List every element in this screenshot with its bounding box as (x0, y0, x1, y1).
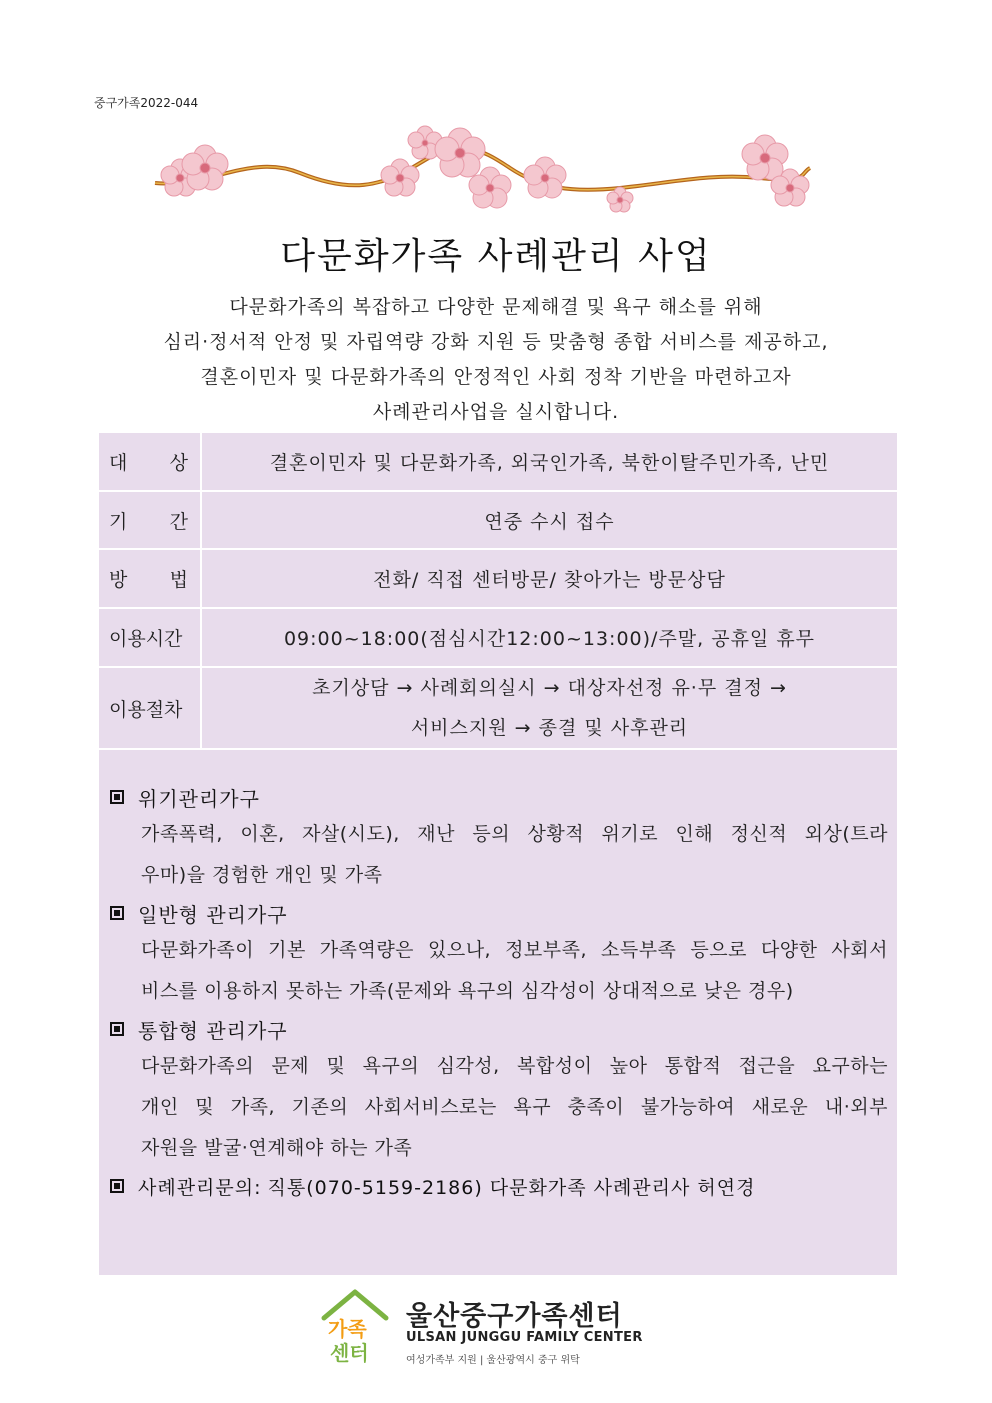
intro-line: 결혼이민자 및 다문화가족의 안정적인 사회 정착 기반을 마련하고자 (200, 366, 792, 388)
section-heading-general (108, 896, 888, 930)
section-line: 다문화가족의 문제 및 욕구의 심각성, 복합성이 높아 통합적 접근을 요구하는 (141, 1055, 888, 1077)
hours-value: 09:00~18:00(점심시간12:00~13:00)/주말, 공휴일 휴무 (201, 608, 897, 667)
family-center-logo-icon (318, 1288, 392, 1366)
info-row-target (99, 433, 897, 491)
page-title: 다문화가족 사례관리 사업 (280, 236, 712, 277)
document-code: 중구가족2022-044 (94, 96, 199, 110)
footer-logo (318, 1288, 658, 1370)
intro-paragraph (90, 290, 902, 430)
target-value: 결혼이민자 및 다문화가족, 외국인가족, 북한이탈주민가족, 난민 (201, 433, 897, 491)
info-row-hours (99, 608, 897, 667)
section-heading-integrated (108, 1012, 888, 1046)
section-line: 우마)을 경험한 개인 및 가족 (141, 864, 383, 886)
section-line: 가족폭력, 이혼, 자살(시도), 재난 등의 상황적 위기로 인해 정신적 외상(트라 (141, 823, 888, 845)
period-label: 기 간 (99, 491, 201, 549)
square-bullet-icon (110, 790, 124, 804)
method-value: 전화/ 직접 센터방문/ 찾아가는 방문상담 (201, 549, 897, 608)
section-line: 비스를 이용하지 못하는 가족(문제와 욕구의 심각성이 상대적으로 낮은 경우) (141, 980, 794, 1002)
center-name: 울산중구가족센터 (406, 1301, 623, 1332)
logo-text-top: 가족 (328, 1317, 367, 1341)
section-body-crisis (108, 814, 888, 896)
section-line: 자원을 발굴·연계해야 하는 가족 (141, 1137, 413, 1159)
square-bullet-icon (110, 1022, 124, 1036)
logo-text-bottom: 센터 (330, 1341, 369, 1365)
section-title: 통합형 관리가구 (138, 1018, 288, 1043)
contact-line (108, 1169, 888, 1203)
info-table (99, 433, 897, 750)
procedure-value (201, 667, 897, 749)
info-row-method (99, 549, 897, 608)
section-body-integrated (108, 1046, 888, 1169)
center-subtitle: 여성가족부 지원 | 울산광역시 중구 위탁 (406, 1355, 580, 1366)
household-sections (108, 780, 888, 1203)
section-title: 일반형 관리가구 (138, 902, 288, 927)
square-bullet-icon (110, 1179, 124, 1193)
section-body-general (108, 930, 888, 1012)
section-line: 다문화가족이 기본 가족역량은 있으나, 정보부족, 소득부족 등으로 다양한 사회서 (141, 939, 888, 961)
center-english-name: ULSAN JUNGGU FAMILY CENTER (406, 1330, 643, 1345)
contact-label: 사례관리문의: (138, 1176, 262, 1199)
procedure-line: 초기상담 → 사례회의실시 → 대상자선정 유·무 결정 → (312, 677, 787, 699)
cherry-blossom-decoration (150, 118, 815, 218)
period-value: 연중 수시 접수 (201, 491, 897, 549)
section-title: 위기관리가구 (138, 786, 260, 811)
hours-label: 이용시간 (99, 608, 201, 667)
intro-line: 사례관리사업을 실시합니다. (372, 401, 620, 423)
info-row-period (99, 491, 897, 549)
procedure-line: 서비스지원 → 종결 및 사후관리 (410, 717, 689, 739)
procedure-label: 이용절차 (99, 667, 201, 749)
target-label: 대 상 (99, 433, 201, 491)
section-heading-crisis (108, 780, 888, 814)
contact-value: 직통(070-5159-2186) 다문화가족 사례관리사 허연경 (267, 1176, 756, 1199)
method-label: 방 법 (99, 549, 201, 608)
intro-line: 심리·정서적 안정 및 자립역량 강화 지원 등 맞춤형 종합 서비스를 제공하고, (163, 331, 829, 353)
section-line: 개인 및 가족, 기존의 사회서비스로는 욕구 충족이 불가능하여 새로운 내·외부 (141, 1096, 888, 1118)
intro-line: 다문화가족의 복잡하고 다양한 문제해결 및 욕구 해소를 위해 (229, 296, 763, 318)
info-row-procedure (99, 667, 897, 749)
square-bullet-icon (110, 906, 124, 920)
